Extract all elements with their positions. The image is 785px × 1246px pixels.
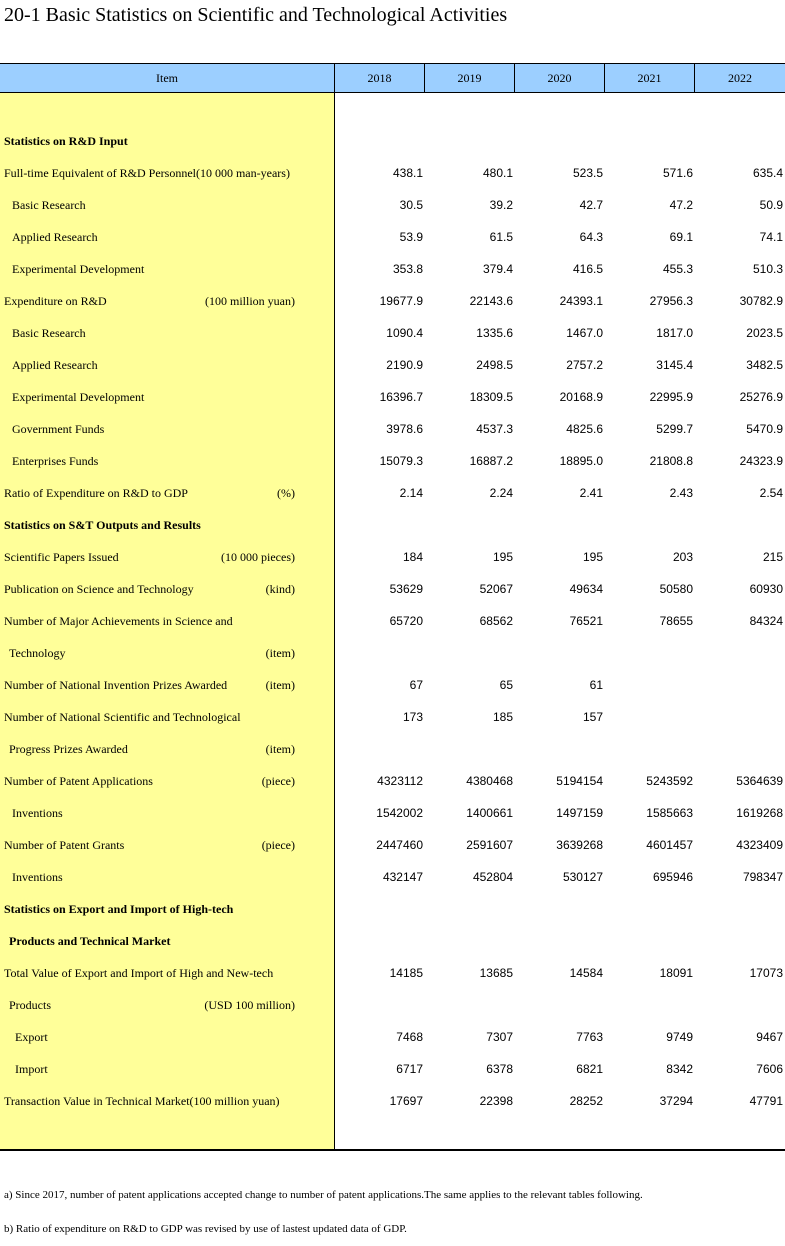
row-value-2022: 50.9 [759,198,783,212]
row-value-2021 [613,637,693,669]
row-value-2020: 7763 [576,1030,603,1044]
row-unit: (item) [265,646,295,660]
row-label: Enterprises Funds [12,454,99,468]
row-unit: (item) [265,742,295,756]
table-row [0,317,785,349]
row-value-2022 [703,925,783,957]
row-value-2019: 2.24 [489,486,513,500]
row-value-2022: 24323.9 [739,454,783,468]
row-label: Products [9,998,51,1012]
row-label: Basic Research [12,326,86,340]
row-label: Applied Research [12,230,98,244]
table-row [0,285,785,317]
row-value-2020: 3639268 [556,838,603,852]
row-label: Statistics on R&D Input [4,134,128,148]
row-unit: (piece) [261,838,295,852]
row-value-2022: 2023.5 [746,326,783,340]
row-label: Scientific Papers Issued [4,550,119,564]
row-value-2018: 6717 [396,1062,423,1076]
table-row [0,349,785,381]
row-unit: (USD 100 million) [204,998,295,1012]
row-value-2019: 13685 [479,966,513,980]
row-value-2018: 3978.6 [386,422,423,436]
row-value-2018 [343,509,423,541]
header-year: 2021 [605,64,695,92]
table-row [0,733,785,765]
row-value-2019: 195 [492,550,513,564]
row-value-2021 [613,893,693,925]
row-value-2022: 635.4 [752,166,783,180]
row-value-2018: 1090.4 [386,326,423,340]
row-value-2018: 17697 [389,1094,423,1108]
row-value-2018 [343,637,423,669]
row-value-2019 [433,925,513,957]
row-value-2019: 1335.6 [476,326,513,340]
row-value-2022 [703,509,783,541]
row-value-2021 [613,669,693,701]
row-value-2020: 4825.6 [566,422,603,436]
table-row [0,829,785,861]
row-value-2022 [703,989,783,1021]
row-value-2020 [523,893,603,925]
row-value-2020: 1497159 [556,806,603,820]
row-value-2019: 52067 [479,582,513,596]
row-value-2021 [613,925,693,957]
row-value-2021: 22995.9 [649,390,693,404]
footnote-b: b) Ratio of expenditure on R&D to GDP was revised by use of lastest updated data of GDP. [4,1223,407,1235]
row-label: Ratio of Expenditure on R&D to GDP [4,486,188,500]
table-row [0,1021,785,1053]
table-row [0,189,785,221]
row-value-2022 [703,733,783,765]
row-value-2021: 5299.7 [656,422,693,436]
row-value-2020: 530127 [562,870,603,884]
row-value-2021: 1585663 [646,806,693,820]
row-unit: (kind) [265,582,295,596]
row-value-2022: 84324 [749,614,783,628]
table-row [0,989,785,1021]
row-value-2020: 416.5 [572,262,603,276]
row-value-2022 [703,125,783,157]
row-value-2021: 8342 [666,1062,693,1076]
row-value-2019: 39.2 [489,198,513,212]
row-label: Expenditure on R&D [4,294,107,308]
row-value-2021: 9749 [666,1030,693,1044]
row-value-2018: 173 [402,710,423,724]
row-value-2021: 4601457 [646,838,693,852]
row-value-2020: 1467.0 [566,326,603,340]
row-value-2021: 18091 [659,966,693,980]
row-value-2020: 523.5 [572,166,603,180]
table-row [0,957,785,989]
table-row [0,125,785,157]
row-value-2020: 28252 [569,1094,603,1108]
row-value-2020: 76521 [569,614,603,628]
row-label: Number of National Scientific and Technological [4,710,241,724]
row-value-2018: 14185 [389,966,423,980]
row-value-2021: 50580 [659,582,693,596]
row-value-2020: 61 [589,678,603,692]
row-value-2018: 19677.9 [379,294,423,308]
table-row [0,861,785,893]
row-value-2021 [613,989,693,1021]
row-label: Experimental Development [12,262,145,276]
row-value-2019: 65 [499,678,513,692]
row-value-2019: 452804 [472,870,513,884]
row-value-2021 [613,733,693,765]
row-value-2020: 20168.9 [559,390,603,404]
row-value-2019: 4380468 [466,774,513,788]
row-value-2020: 42.7 [579,198,603,212]
table-row [0,637,785,669]
row-label: Statistics on Export and Import of High-tech [4,902,234,916]
row-value-2018 [343,733,423,765]
row-value-2018: 16396.7 [379,390,423,404]
row-value-2020 [523,637,603,669]
table-row [0,605,785,637]
row-label: Technology [9,646,66,660]
row-value-2021: 21808.8 [649,454,693,468]
table-row [0,797,785,829]
row-value-2020 [523,125,603,157]
table-row [0,477,785,509]
footnote-a: a) Since 2017, number of patent applications accepted change to number of patent applications.The same applies to the relevant tables following. [4,1189,643,1201]
row-label: Publication on Science and Technology [4,582,194,596]
row-label: Inventions [12,870,63,884]
row-unit: (%) [277,486,295,500]
row-value-2019 [433,989,513,1021]
row-value-2021: 5243592 [646,774,693,788]
table-row [0,509,785,541]
row-value-2022 [703,669,783,701]
row-label: Number of Patent Grants [4,838,125,852]
row-value-2018 [343,893,423,925]
row-value-2022: 2.54 [759,486,783,500]
row-value-2018: 15079.3 [379,454,423,468]
row-value-2018: 184 [402,550,423,564]
row-value-2022: 25276.9 [739,390,783,404]
row-unit: (10 000 pieces) [221,550,295,564]
row-label: Import [15,1062,48,1076]
header-year: 2020 [515,64,605,92]
row-value-2020 [523,509,603,541]
row-value-2022: 1619268 [736,806,783,820]
row-value-2019: 22143.6 [469,294,513,308]
row-value-2021: 47.2 [669,198,693,212]
table-row [0,413,785,445]
row-value-2022: 4323409 [736,838,783,852]
row-value-2019 [433,893,513,925]
table-row [0,381,785,413]
page-title: 20-1 Basic Statistics on Scientific and Technological Activities [4,4,508,26]
row-label: Total Value of Export and Import of High and New-tech [4,966,274,980]
row-value-2019: 1400661 [466,806,513,820]
table-row [0,253,785,285]
row-value-2021 [613,509,693,541]
row-value-2021: 203 [672,550,693,564]
row-value-2022: 74.1 [759,230,783,244]
table-row [0,1053,785,1085]
row-value-2020: 24393.1 [559,294,603,308]
table-row [0,157,785,189]
row-value-2022: 215 [762,550,783,564]
row-value-2022: 5470.9 [746,422,783,436]
header-item: Item [0,64,335,92]
row-label: Basic Research [12,198,86,212]
row-label: Full-time Equivalent of R&D Personnel(10 000 man-years) [4,166,290,180]
table-row [0,445,785,477]
row-value-2018 [343,125,423,157]
header-year: 2022 [728,71,752,85]
table-row [0,221,785,253]
row-value-2022 [703,893,783,925]
row-value-2020: 18895.0 [559,454,603,468]
row-value-2022: 798347 [742,870,783,884]
row-value-2019 [433,509,513,541]
row-value-2022: 7606 [756,1062,783,1076]
table-row [0,1085,785,1117]
table-row [0,925,785,957]
row-value-2021: 1817.0 [656,326,693,340]
row-value-2021: 695946 [652,870,693,884]
row-label: Applied Research [12,358,98,372]
row-label: Experimental Development [12,390,145,404]
row-value-2021 [613,701,693,733]
row-value-2018: 432147 [382,870,423,884]
row-value-2019: 7307 [486,1030,513,1044]
row-value-2019 [433,637,513,669]
row-value-2022: 60930 [749,582,783,596]
row-value-2020: 157 [582,710,603,724]
table-row [0,765,785,797]
row-value-2018 [343,989,423,1021]
row-value-2022: 17073 [749,966,783,980]
table-header [0,63,785,93]
row-value-2018: 2.14 [399,486,423,500]
table-row [0,893,785,925]
row-value-2018: 53629 [389,582,423,596]
row-value-2019: 22398 [479,1094,513,1108]
row-value-2020 [523,733,603,765]
row-value-2019: 4537.3 [476,422,513,436]
row-value-2021: 78655 [659,614,693,628]
row-value-2022: 9467 [756,1030,783,1044]
row-label: Progress Prizes Awarded [9,742,128,756]
table-row [0,573,785,605]
row-value-2020: 64.3 [579,230,603,244]
row-unit: (100 million yuan) [205,294,295,308]
row-value-2021 [613,125,693,157]
row-value-2021: 37294 [659,1094,693,1108]
row-label: Statistics on S&T Outputs and Results [4,518,201,532]
row-value-2019: 61.5 [489,230,513,244]
row-value-2022 [703,701,783,733]
row-label: Export [15,1030,48,1044]
row-label: Products and Technical Market [9,934,171,948]
row-value-2019 [433,125,513,157]
row-value-2021: 3145.4 [656,358,693,372]
row-value-2018: 7468 [396,1030,423,1044]
row-value-2018: 438.1 [392,166,423,180]
row-value-2022: 510.3 [752,262,783,276]
row-value-2019: 68562 [479,614,513,628]
header-year: 2019 [425,64,515,92]
row-value-2018 [343,925,423,957]
row-label: Number of Major Achievements in Science and [4,614,233,628]
row-value-2019: 2498.5 [476,358,513,372]
row-value-2018: 1542002 [376,806,423,820]
row-value-2022 [703,637,783,669]
row-value-2022: 30782.9 [739,294,783,308]
row-value-2021: 2.43 [669,486,693,500]
row-unit: (item) [265,678,295,692]
row-label: Inventions [12,806,63,820]
row-value-2018: 2447460 [376,838,423,852]
row-value-2018: 65720 [389,614,423,628]
row-value-2019: 480.1 [482,166,513,180]
row-value-2021: 69.1 [669,230,693,244]
row-value-2020: 49634 [569,582,603,596]
row-value-2020 [523,925,603,957]
row-value-2021: 571.6 [662,166,693,180]
row-value-2019: 379.4 [482,262,513,276]
table-bottom-rule [0,1149,785,1151]
table-row [0,541,785,573]
row-value-2020: 2.41 [579,486,603,500]
row-value-2018: 30.5 [399,198,423,212]
row-value-2019 [433,733,513,765]
row-label: Number of Patent Applications [4,774,153,788]
row-value-2018: 4323112 [377,774,423,788]
row-value-2018: 353.8 [392,262,423,276]
row-value-2021: 455.3 [662,262,693,276]
row-label: Government Funds [12,422,105,436]
row-value-2020: 195 [582,550,603,564]
row-value-2022: 5364639 [736,774,783,788]
table-row [0,669,785,701]
row-value-2020: 14584 [569,966,603,980]
header-year: 2018 [335,64,425,92]
row-value-2018: 2190.9 [386,358,423,372]
row-value-2020: 2757.2 [566,358,603,372]
table-body [0,93,785,1149]
row-value-2020 [523,989,603,1021]
row-value-2021: 27956.3 [649,294,693,308]
row-value-2020: 5194154 [556,774,603,788]
table-row [0,701,785,733]
row-value-2019: 18309.5 [469,390,513,404]
row-value-2018: 53.9 [399,230,423,244]
row-unit: (piece) [261,774,295,788]
table-rows [0,125,785,1117]
row-label: Number of National Invention Prizes Awarded [4,678,228,692]
row-value-2019: 16887.2 [469,454,513,468]
row-value-2020: 6821 [576,1062,603,1076]
row-value-2019: 6378 [486,1062,513,1076]
row-value-2018: 67 [409,678,423,692]
row-value-2019: 185 [492,710,513,724]
row-value-2019: 2591607 [466,838,513,852]
row-label: Transaction Value in Technical Market(100 million yuan) [4,1094,280,1108]
row-value-2022: 47791 [749,1094,783,1108]
row-value-2022: 3482.5 [746,358,783,372]
